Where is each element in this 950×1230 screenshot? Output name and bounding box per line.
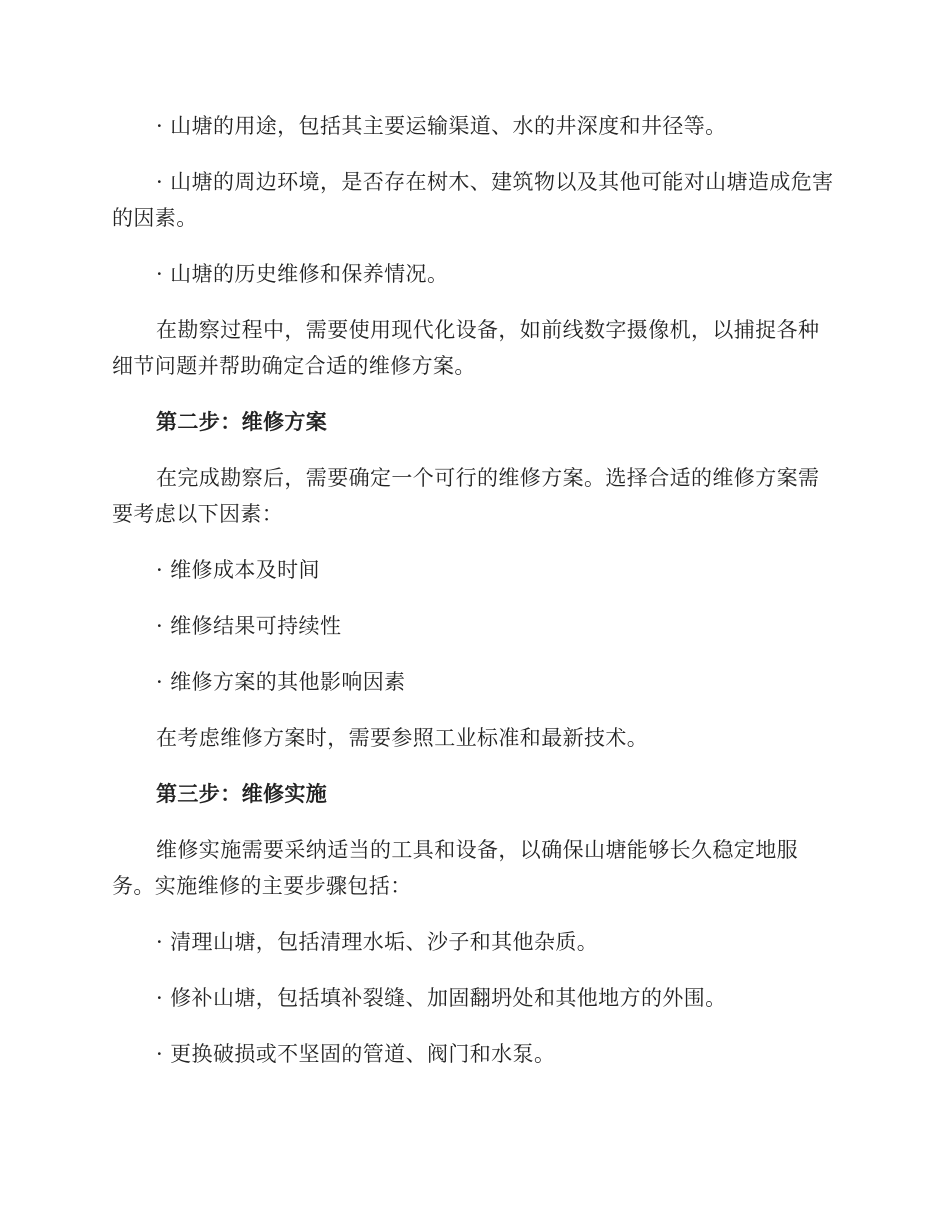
- standards-paragraph: 在考虑维修方案时，需要参照工业标准和最新技术。: [156, 726, 649, 750]
- plan-paragraph: 在完成勘察后，需要确定一个可行的维修方案。选择合适的维修方案需要考虑以下因素：: [112, 466, 820, 526]
- bullet-cleaning: · 清理山塘，包括清理水垢、沙子和其他杂质。: [156, 930, 599, 954]
- bullet-repair: · 修补山塘，包括填补裂缝、加固翻坍处和其他地方的外围。: [156, 986, 727, 1010]
- document-body: [112, 108, 834, 1092]
- bullet-sustainability: · 维修结果可持续性: [156, 614, 342, 638]
- bullet-replacement: · 更换破损或不坚固的管道、阀门和水泵。: [156, 1042, 556, 1066]
- step-two-heading: 第二步：维修方案: [156, 409, 328, 434]
- bullet-environment: · 山塘的周边环境，是否存在树木、建筑物以及其他可能对山塘造成危害的因素。: [112, 170, 834, 230]
- bullet-other-factors: · 维修方案的其他影响因素: [156, 670, 406, 694]
- bullet-history: · 山塘的历史维修和保养情况。: [156, 262, 449, 286]
- implementation-paragraph: 维修实施需要采纳适当的工具和设备，以确保山塘能够长久稳定地服务。实施维修的主要步骤包括：: [112, 838, 798, 898]
- survey-paragraph: 在勘察过程中，需要使用现代化设备，如前线数字摄像机，以捕捉各种细节问题并帮助确定合适的维修方案。: [112, 318, 820, 378]
- step-three-heading: 第三步：维修实施: [156, 781, 328, 806]
- bullet-usage: · 山塘的用途，包括其主要运输渠道、水的井深度和井径等。: [156, 114, 727, 138]
- bullet-cost-time: · 维修成本及时间: [156, 558, 320, 582]
